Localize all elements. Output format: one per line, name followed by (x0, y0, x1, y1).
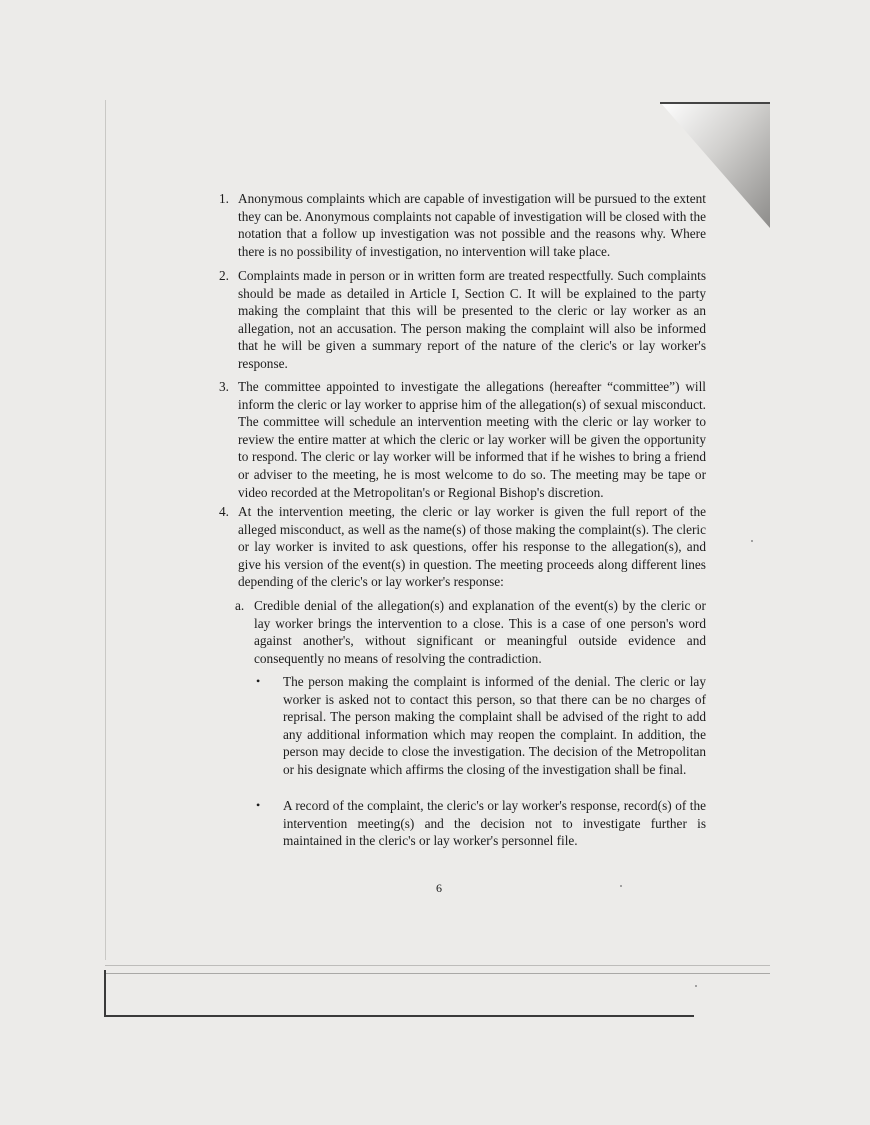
item-number: 1. (219, 191, 229, 206)
page-border (104, 970, 106, 1016)
scan-speck (751, 540, 753, 542)
bullet-text: The person making the complaint is informed of the denial. The cleric or lay worker is asked not to contact this person, so that there can be no charges of reprisal. The person making the complaint shall be advised of the right to add any additional information which may reopen the complaint. In addition, the person may decide to close the investigation. The decision of the Metropolitan or his designate which affirms the closing of the investigation shall be final. (283, 674, 706, 777)
page-left-edge (105, 100, 106, 960)
sub-item-letter: a. (235, 598, 245, 613)
item-number: 3. (219, 379, 229, 394)
item-number: 4. (219, 504, 229, 519)
item-text: The committee appointed to investigate the allegations (hereafter “committee”) will inform the cleric or lay worker to apprise him of the allegation(s) of sexual misconduct. The committee will schedule an intervention meeting with the cleric or lay worker to review the entire matter at which the cleric or lay worker will be given the opportunity to respond. The cleric or lay worker will be informed that if he wishes to bring a friend or adviser to the meeting, he is most welcome to do so. The meeting may be tape or video recorded at the Metropolitan's or Regional Bishop's discretion. (238, 379, 706, 500)
bullet-text: A record of the complaint, the cleric's or lay worker's response, record(s) of the intervention meeting(s) and the decision not to investigate further is maintained in the cleric's or lay worker's personnel file. (283, 798, 706, 849)
bullet-icon: • (256, 798, 261, 812)
scan-speck (695, 985, 697, 987)
item-number: 2. (219, 268, 229, 283)
scan-line (105, 965, 770, 966)
item-text: At the intervention meeting, the cleric or lay worker is given the full report of the alleged misconduct, as well as the name(s) of those making the complaint(s). The cleric or lay worker is invited to ask questions, offer his response to the allegation(s), and give his version of the event(s) in question. The meeting proceeds along different lines depending of the cleric's or lay worker's response: (238, 504, 706, 590)
item-text: Anonymous complaints which are capable of investigation will be pursued to the extent they can be. Anonymous complaints not capable of investigation will be closed with the notation that a follow up investigation was not possible and the reasons why. Where there is no possibility of investigation, no intervention will take place. (238, 191, 706, 259)
page-border (104, 1015, 694, 1017)
item-text: Complaints made in person or in written form are treated respectfully. Such complaints should be made as detailed in Article I, Section C. It will be explained to the party making the complaint that this will be presented to the cleric or lay worker as an allegation, not an accusation. The person making the complaint will also be informed that he will be given a summary report of the nature of the cleric's or lay worker's response. (238, 268, 706, 371)
scan-line (105, 973, 770, 974)
scan-speck (620, 885, 622, 887)
page-number: 6 (436, 881, 442, 895)
sub-item-text: Credible denial of the allegation(s) and explanation of the event(s) by the cleric or lay worker brings the intervention to a close. This is a case of one person's word against another's, without significant or meaningful outside evidence and consequently no means of resolving the contradiction. (254, 598, 706, 666)
bullet-icon: • (256, 674, 261, 688)
